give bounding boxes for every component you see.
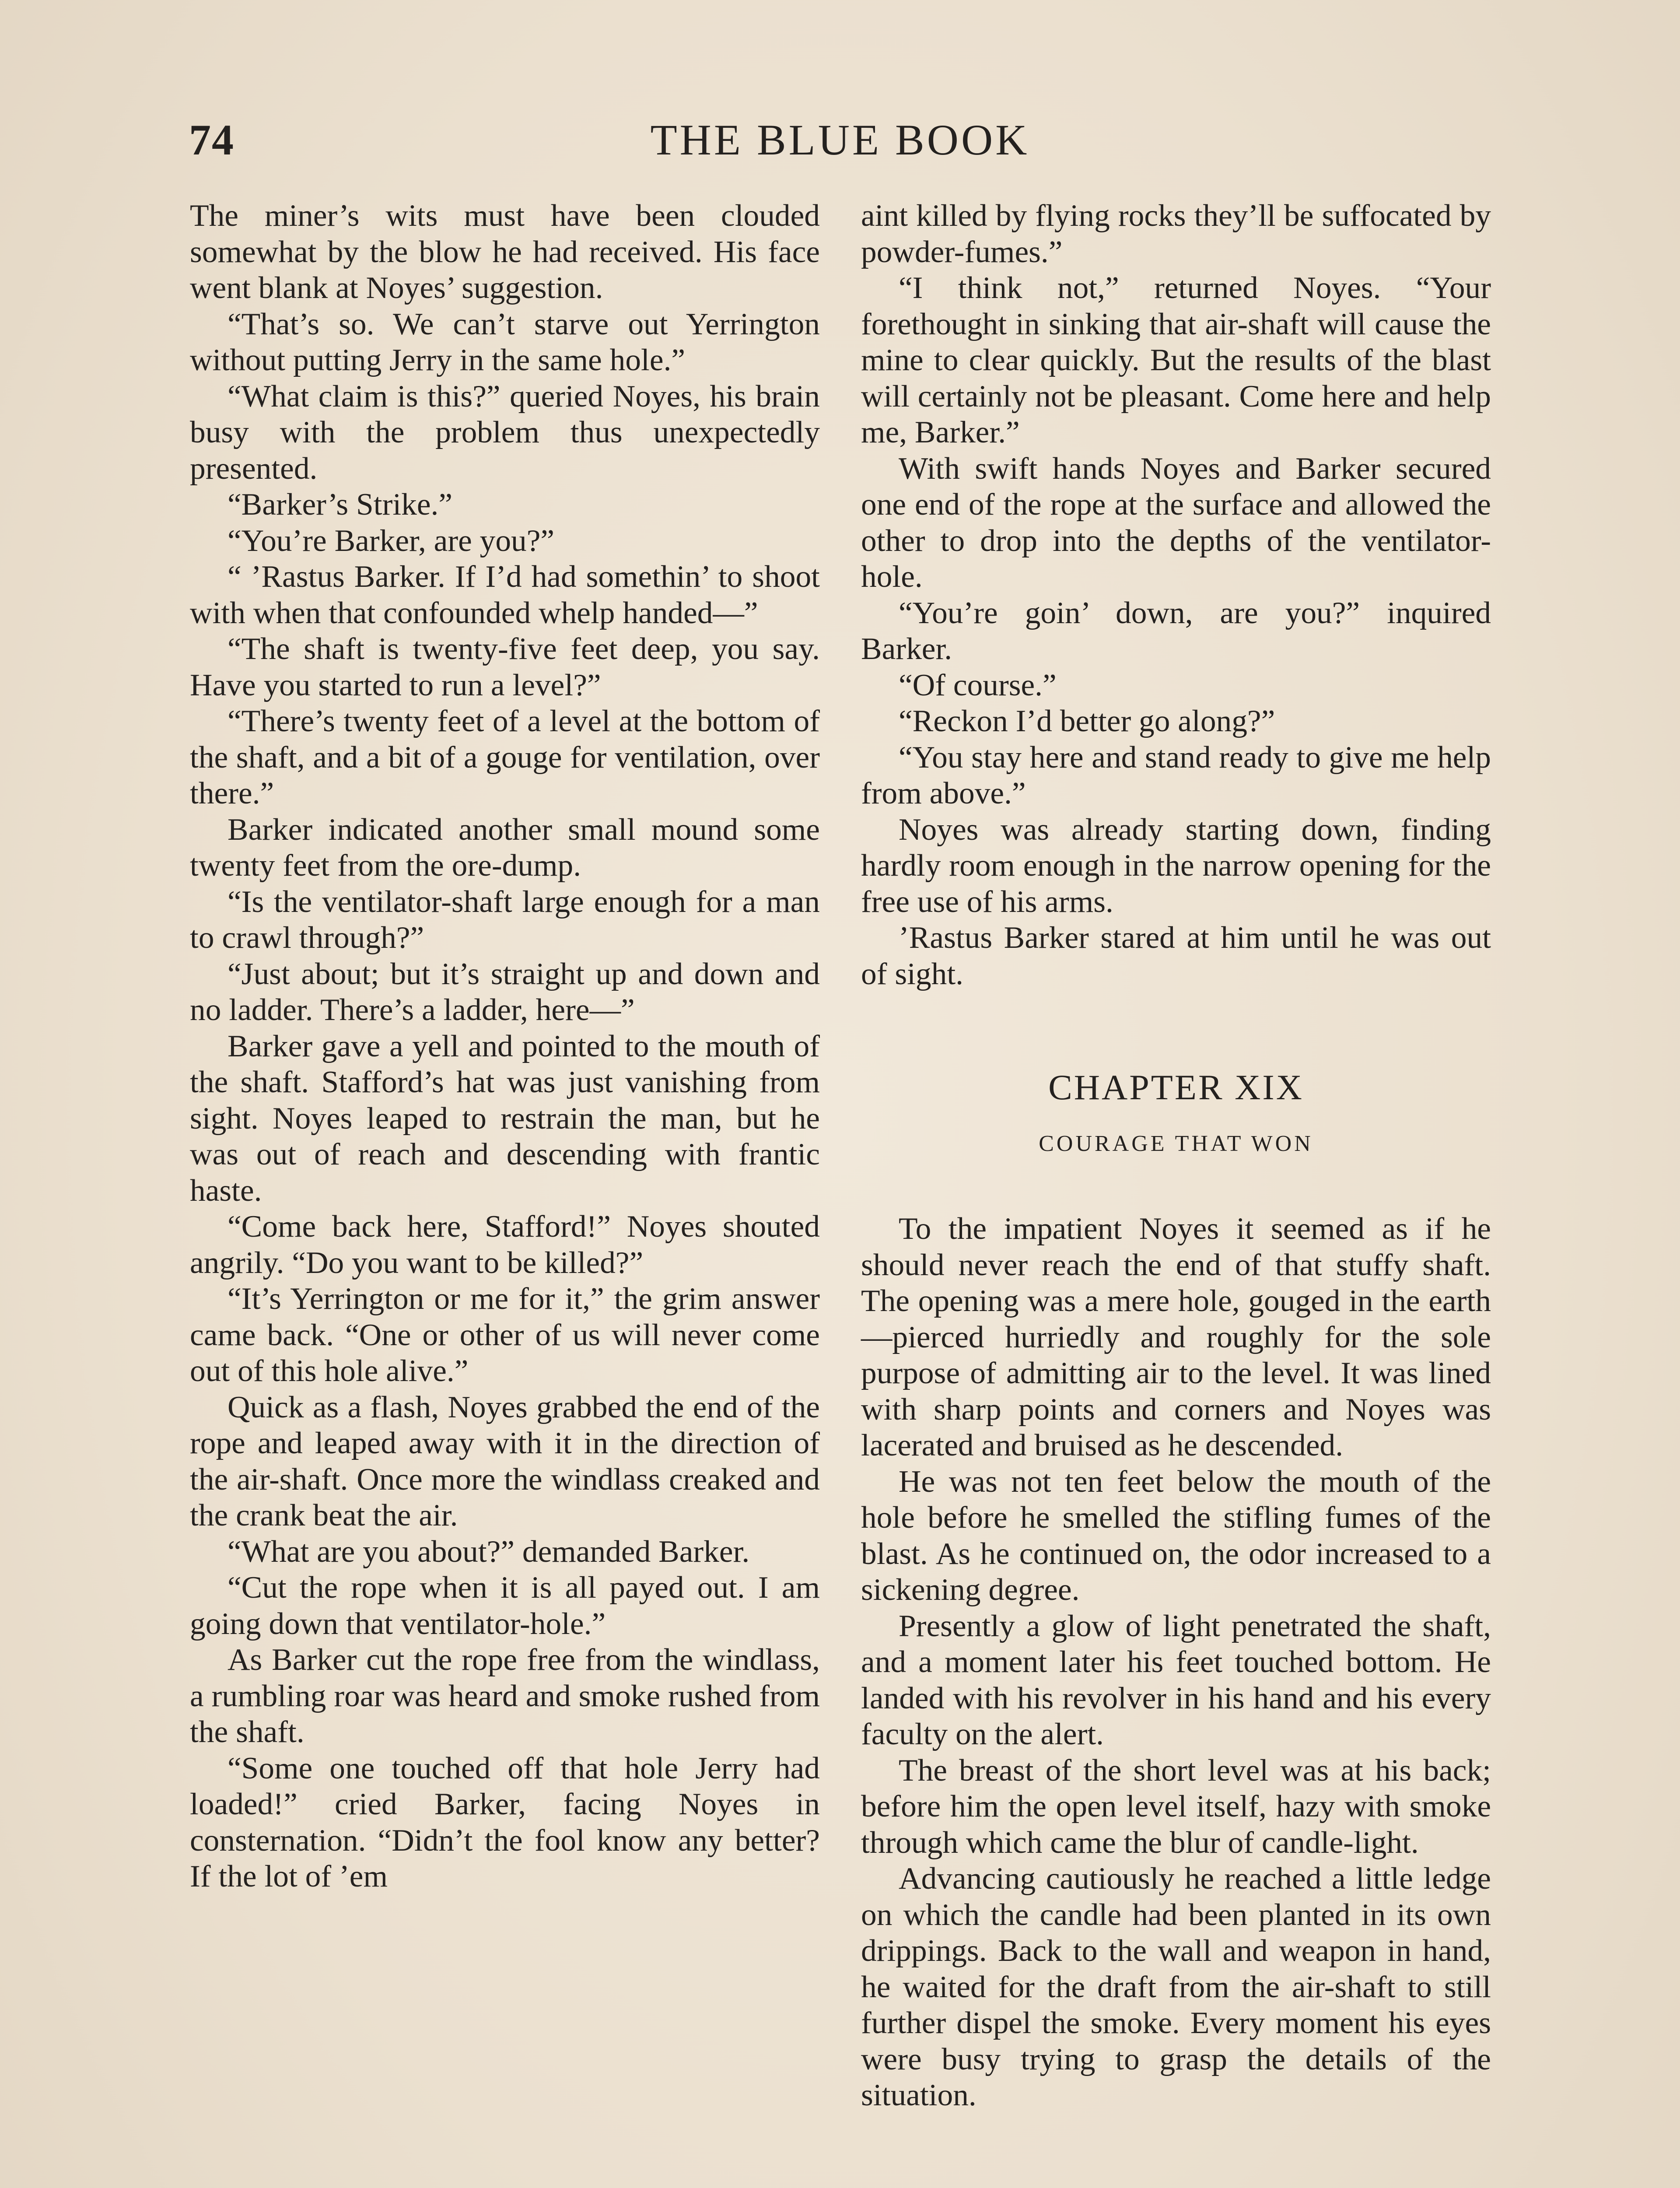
paragraph: Quick as a flash, Noyes grabbed the end of the rope and leaped away with it in the direction of the air-shaft. Once more the windlass creaked and the crank beat the air. bbox=[190, 1389, 820, 1532]
paragraph: The miner’s wits must have been clouded somewhat by the blow he had received. His face went blank at Noyes’ suggestion. bbox=[190, 198, 820, 305]
paragraph: “Come back here, Stafford!” Noyes shouted angrily. “Do you want to be killed?” bbox=[190, 1209, 820, 1280]
chapter-subtitle: COURAGE THAT WON bbox=[1039, 1131, 1313, 1156]
paragraph: “It’s Yerrington or me for it,” the grim answer came back. “One or other of us will never come out of this hole alive.” bbox=[190, 1281, 820, 1388]
paragraph: “The shaft is twenty-five feet deep, you say. Have you started to run a level?” bbox=[190, 631, 820, 702]
running-title: THE BLUE BOOK bbox=[650, 116, 1030, 164]
paragraph: The breast of the short level was at his back; before him the open level itself, hazy with smoke through which came the blur of candle-light. bbox=[861, 1753, 1491, 1860]
paragraph: “What claim is this?” queried Noyes, his brain busy with the problem thus unexpectedly presented. bbox=[190, 379, 820, 486]
paragraph: To the impatient Noyes it seemed as if he should never reach the end of that stuffy shaft. The opening was a mere hole, gouged in the earth—pierced hurriedly and roughly for the sole purpose of admitting air to the level. It was lined with sharp points and corners and Noyes was lacerated and bruised as he descended. bbox=[861, 1211, 1491, 1462]
paragraph: As Barker cut the rope free from the windlass, a rumbling roar was heard and smoke rushed from the shaft. bbox=[190, 1642, 820, 1749]
paragraph: “You’re goin’ down, are you?” inquired Barker. bbox=[861, 595, 1491, 666]
paragraph: “Is the ventilator-shaft large enough for a man to crawl through?” bbox=[190, 884, 820, 955]
paragraph: aint killed by flying rocks they’ll be suffocated by powder-fumes.” bbox=[861, 198, 1491, 269]
paragraph: Advancing cautiously he reached a little ledge on which the candle had been planted in its own drippings. Back to the wall and weapon in hand, he waited for the draft from the air-shaft to still further dispel the smoke. Every moment his eyes were busy trying to grasp the details of the situation. bbox=[861, 1861, 1491, 2112]
paragraph: “There’s twenty feet of a level at the bottom of the shaft, and a bit of a gouge for ventilation, over there.” bbox=[190, 704, 820, 810]
paragraph: “Of course.” bbox=[899, 667, 1057, 702]
paragraph: He was not ten feet below the mouth of the hole before he smelled the stifling fumes of the blast. As he continued on, the odor increased to a sickening degree. bbox=[861, 1464, 1491, 1607]
paragraph: “Some one touched off that hole Jerry had loaded!” cried Barker, facing Noyes in consternation. “Didn’t the fool know any better? If the lot of ’em bbox=[190, 1750, 820, 1893]
paragraph: “Barker’s Strike.” bbox=[228, 487, 453, 522]
chapter-heading: CHAPTER XIX bbox=[1048, 1067, 1304, 1107]
paragraph: “Just about; but it’s straight up and down and no ladder. There’s a ladder, here—” bbox=[190, 956, 820, 1027]
right-column bbox=[861, 198, 1491, 2114]
paragraph: “Cut the rope when it is all payed out. I am going down that ventilator-hole.” bbox=[190, 1570, 820, 1641]
paragraph: “Reckon I’d better go along?” bbox=[899, 704, 1275, 738]
running-header bbox=[0, 115, 1680, 172]
page-number: 74 bbox=[189, 116, 234, 164]
paragraph: “What are you about?” demanded Barker. bbox=[228, 1534, 750, 1569]
paragraph: ’Rastus Barker stared at him until he was out of sight. bbox=[861, 920, 1491, 991]
paragraph: “You’re Barker, are you?” bbox=[228, 523, 555, 558]
paragraph: Barker indicated another small mound some twenty feet from the ore-dump. bbox=[190, 812, 820, 883]
paragraph: “I think not,” returned Noyes. “Your forethought in sinking that air-shaft will cause the mine to clear quickly. But the results of the blast will certainly not be pleasant. Come here and help me, Barker.” bbox=[861, 270, 1491, 449]
paragraph: “ ’Rastus Barker. If I’d had somethin’ to shoot with when that confounded whelp handed—” bbox=[190, 559, 820, 630]
paragraph: Barker gave a yell and pointed to the mouth of the shaft. Stafford’s hat was just vanishing from sight. Noyes leaped to restrain the man, but he was out of reach and descending with frantic haste. bbox=[190, 1028, 820, 1208]
paragraph: “That’s so. We can’t starve out Yerrington without putting Jerry in the same hole.” bbox=[190, 306, 820, 377]
paragraph: Presently a glow of light penetrated the shaft, and a moment later his feet touched bottom. He landed with his revolver in his hand and his every faculty on the alert. bbox=[861, 1608, 1491, 1751]
paragraph: With swift hands Noyes and Barker secured one end of the rope at the surface and allowed the other to drop into the depths of the ventilator-hole. bbox=[861, 451, 1491, 594]
paragraph: “You stay here and stand ready to give me help from above.” bbox=[861, 740, 1491, 810]
left-column bbox=[190, 198, 820, 1895]
paragraph: Noyes was already starting down, finding hardly room enough in the narrow opening for the free use of his arms. bbox=[861, 812, 1491, 919]
